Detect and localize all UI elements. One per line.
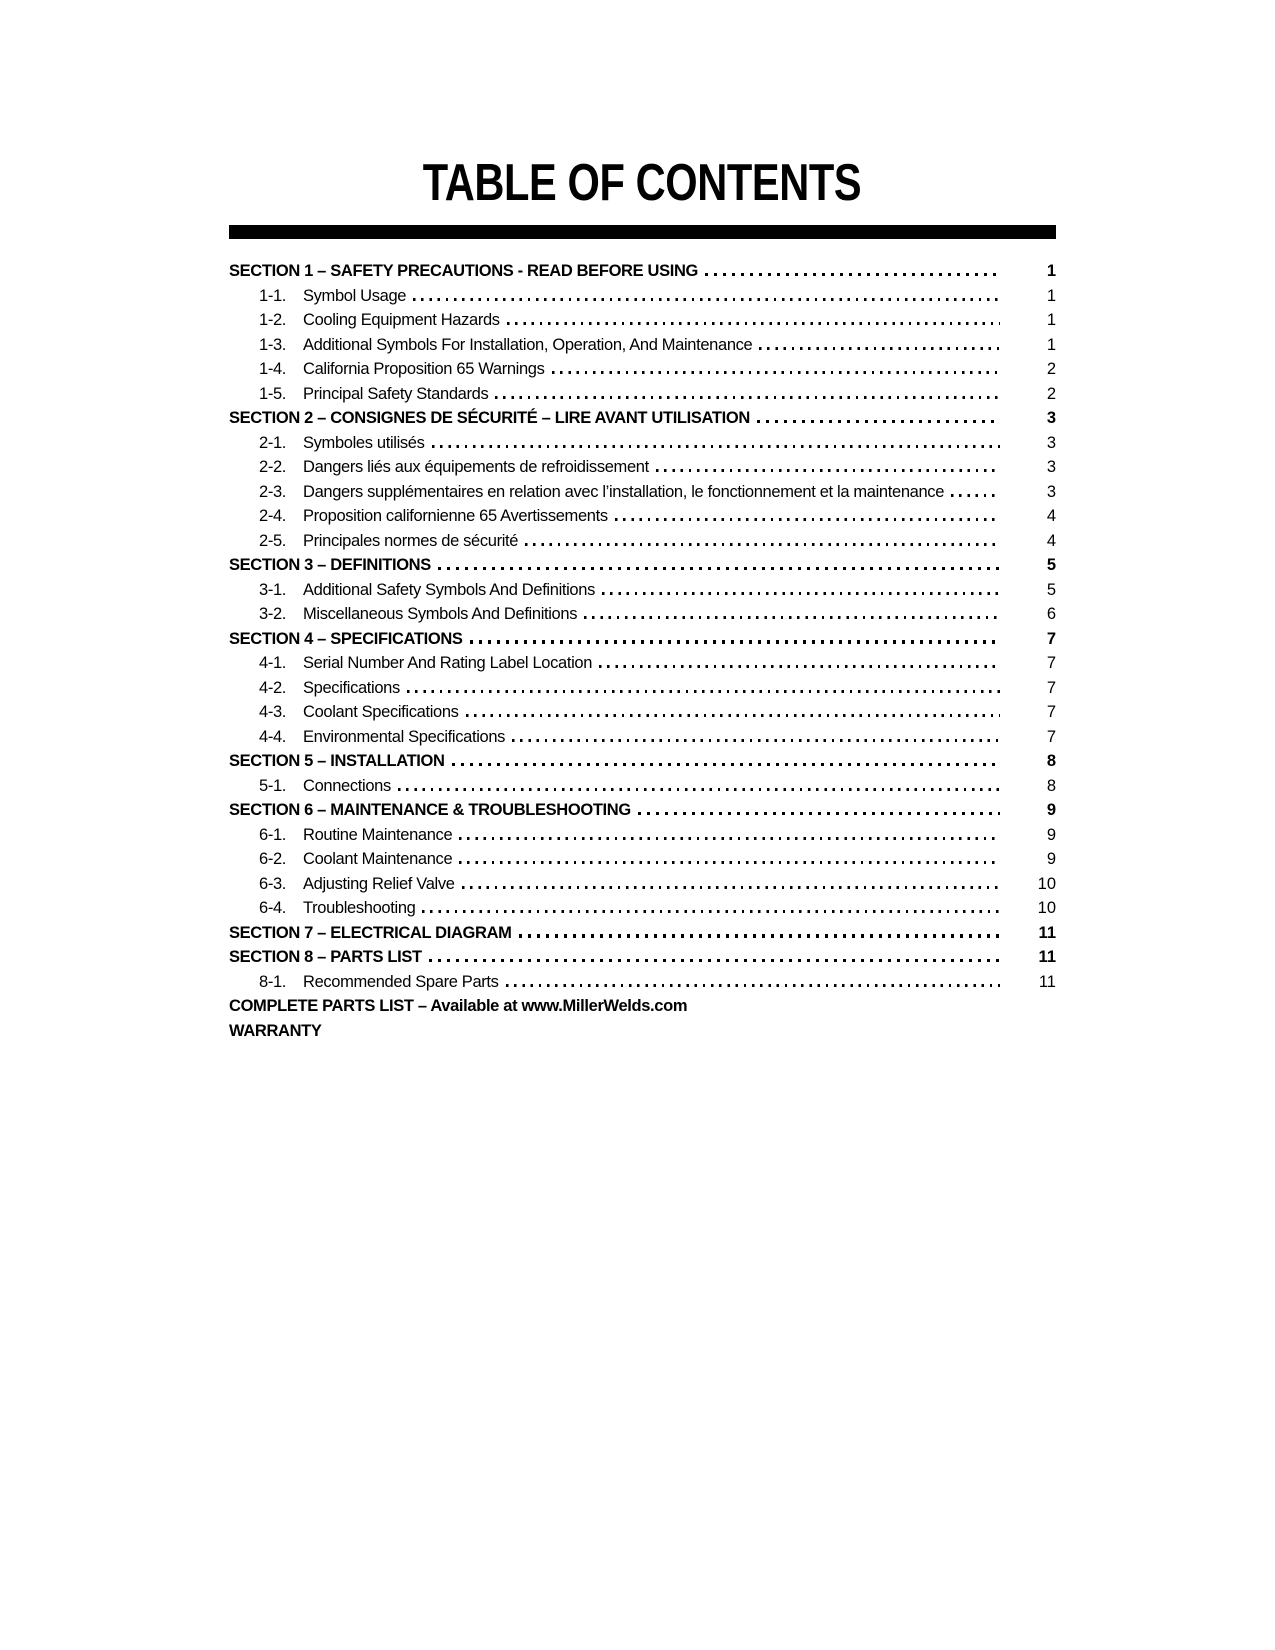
dot-leader bbox=[552, 371, 1000, 374]
toc-entry[interactable] bbox=[229, 945, 1056, 970]
toc-entry[interactable] bbox=[229, 970, 1056, 995]
dot-leader bbox=[438, 567, 1000, 570]
dot-leader bbox=[757, 420, 1000, 423]
entry-page: 5 bbox=[1046, 580, 1056, 599]
entry-page: 10 bbox=[1037, 874, 1056, 893]
entry-page: 11 bbox=[1038, 948, 1056, 966]
entry-number: 4-4. bbox=[259, 727, 287, 746]
entry-label: SECTION 6 – MAINTENANCE & TROUBLESHOOTING bbox=[229, 801, 631, 819]
entry-number: 2-5. bbox=[259, 531, 287, 550]
dot-leader bbox=[398, 788, 1000, 791]
dot-leader bbox=[459, 861, 1000, 864]
dot-leader bbox=[407, 690, 1000, 693]
toc-entry[interactable] bbox=[229, 798, 1056, 823]
entry-label: Routine Maintenance bbox=[303, 825, 453, 844]
entry-label: Principales normes de sécurité bbox=[303, 531, 519, 550]
toc-entry[interactable] bbox=[229, 480, 1056, 505]
entry-number: 6-1. bbox=[259, 825, 287, 844]
toc-entry[interactable] bbox=[229, 994, 1056, 1019]
page-title bbox=[229, 154, 1056, 212]
entry-page: 5 bbox=[1046, 556, 1056, 574]
toc-entry[interactable] bbox=[229, 1019, 1056, 1044]
entry-label: Symboles utilisés bbox=[303, 433, 425, 452]
toc-entry[interactable] bbox=[229, 602, 1056, 627]
toc-entry[interactable] bbox=[229, 627, 1056, 652]
dot-leader bbox=[506, 984, 1000, 987]
toc-entry[interactable] bbox=[229, 553, 1056, 578]
dot-leader bbox=[466, 714, 1000, 717]
entry-page: 2 bbox=[1046, 360, 1056, 378]
dot-leader bbox=[432, 445, 1000, 448]
entry-page: 4 bbox=[1046, 507, 1056, 525]
toc-entry[interactable] bbox=[229, 896, 1056, 921]
entry-label: Principal Safety Standards bbox=[303, 384, 489, 403]
entry-page: 1 bbox=[1046, 286, 1056, 305]
dot-leader bbox=[615, 518, 1000, 521]
entry-label: Coolant Specifications bbox=[303, 703, 459, 721]
entry-label: Additional Symbols For Installation, Operation, And Maintenance bbox=[303, 335, 753, 354]
toc-entry[interactable] bbox=[229, 431, 1056, 456]
entry-number: 2-2. bbox=[259, 458, 287, 476]
entry-label: Specifications bbox=[303, 678, 400, 697]
entry-number: 6-4. bbox=[259, 899, 287, 917]
toc-entry[interactable] bbox=[229, 504, 1056, 529]
entry-number: 8-1. bbox=[259, 972, 287, 991]
dot-leader bbox=[459, 837, 1000, 840]
page-title-text: TABLE OF CONTENTS bbox=[423, 154, 862, 212]
dot-leader bbox=[462, 886, 1000, 889]
toc-entry[interactable] bbox=[229, 921, 1056, 946]
entry-number: 1-5. bbox=[259, 384, 287, 403]
entry-label: SECTION 7 – ELECTRICAL DIAGRAM bbox=[229, 923, 512, 942]
entry-number: 6-3. bbox=[259, 874, 287, 893]
toc-entry[interactable] bbox=[229, 308, 1056, 333]
entry-number: 1-4. bbox=[259, 360, 287, 378]
entry-page: 3 bbox=[1046, 433, 1056, 452]
toc-entry[interactable] bbox=[229, 529, 1056, 554]
entry-page: 2 bbox=[1046, 384, 1056, 403]
entry-label: SECTION 2 – CONSIGNES DE SÉCURITÉ – LIRE AVANT UTILISATION bbox=[229, 409, 750, 427]
toc-entry[interactable] bbox=[229, 749, 1056, 774]
toc-entry[interactable] bbox=[229, 823, 1056, 848]
entry-label: Troubleshooting bbox=[303, 899, 416, 917]
dot-leader bbox=[429, 959, 1000, 962]
entry-number: 2-4. bbox=[259, 507, 287, 525]
toc-entry[interactable] bbox=[229, 455, 1056, 480]
entry-label: SECTION 4 – SPECIFICATIONS bbox=[229, 629, 463, 648]
entry-label: SECTION 1 – SAFETY PRECAUTIONS - READ BEFORE USING bbox=[229, 262, 699, 280]
toc-entry[interactable] bbox=[229, 847, 1056, 872]
toc-entry[interactable] bbox=[229, 578, 1056, 603]
dot-leader bbox=[638, 812, 1000, 815]
entry-page: 3 bbox=[1046, 458, 1056, 476]
entry-label: Proposition californienne 65 Avertissements bbox=[303, 507, 608, 525]
entry-label: Coolant Maintenance bbox=[303, 850, 453, 868]
entry-label: Dangers liés aux équipements de refroidissement bbox=[303, 458, 649, 476]
dot-leader bbox=[525, 543, 1000, 546]
dot-leader bbox=[507, 322, 1000, 325]
dot-leader bbox=[519, 934, 1000, 937]
dot-leader bbox=[495, 396, 1000, 399]
toc-entry[interactable] bbox=[229, 406, 1056, 431]
dot-leader bbox=[951, 494, 1000, 497]
entry-number: 1-1. bbox=[259, 286, 287, 305]
dot-leader bbox=[705, 273, 1000, 276]
dot-leader bbox=[452, 763, 1000, 766]
dot-leader bbox=[602, 592, 1000, 595]
entry-label: Cooling Equipment Hazards bbox=[303, 311, 500, 329]
entry-page: 9 bbox=[1046, 825, 1056, 844]
entry-page: 1 bbox=[1046, 262, 1056, 280]
toc-entry[interactable] bbox=[229, 774, 1056, 799]
entry-page: 11 bbox=[1038, 972, 1056, 991]
entry-label: Serial Number And Rating Label Location bbox=[303, 654, 593, 672]
entry-number: 4-1. bbox=[259, 654, 287, 672]
entry-label: Recommended Spare Parts bbox=[303, 972, 499, 991]
entry-page: 1 bbox=[1046, 335, 1056, 354]
entry-page: 4 bbox=[1046, 531, 1056, 550]
toc-entry[interactable] bbox=[229, 259, 1056, 284]
entry-page: 7 bbox=[1046, 678, 1056, 697]
dot-leader bbox=[512, 739, 1000, 742]
entry-page: 9 bbox=[1046, 801, 1056, 819]
entry-number: 1-2. bbox=[259, 311, 287, 329]
toc-entry[interactable] bbox=[229, 382, 1056, 407]
entry-number: 2-1. bbox=[259, 433, 287, 452]
entry-number: 3-2. bbox=[259, 605, 287, 623]
entry-label: Connections bbox=[303, 776, 391, 795]
dot-leader bbox=[599, 665, 1000, 668]
toc-entry[interactable] bbox=[229, 651, 1056, 676]
entry-label: California Proposition 65 Warnings bbox=[303, 360, 545, 378]
entry-page: 9 bbox=[1046, 850, 1056, 868]
entry-label: SECTION 5 – INSTALLATION bbox=[229, 752, 445, 770]
entry-page: 10 bbox=[1037, 899, 1056, 917]
toc-entry[interactable] bbox=[229, 872, 1056, 897]
entry-number: 3-1. bbox=[259, 580, 287, 599]
entry-label: WARRANTY bbox=[229, 1021, 322, 1040]
entry-number: 2-3. bbox=[259, 482, 287, 501]
entry-label: Adjusting Relief Valve bbox=[303, 874, 455, 893]
dot-leader bbox=[656, 469, 1000, 472]
dot-leader bbox=[584, 616, 1000, 619]
entry-label: Additional Safety Symbols And Definitions bbox=[303, 580, 595, 599]
entry-page: 8 bbox=[1046, 776, 1056, 795]
toc-entry[interactable] bbox=[229, 700, 1056, 725]
entry-label: Environmental Specifications bbox=[303, 727, 506, 746]
toc-entry[interactable] bbox=[229, 333, 1056, 358]
dot-leader bbox=[413, 298, 1000, 301]
toc-entry[interactable] bbox=[229, 284, 1056, 309]
entry-page: 3 bbox=[1046, 409, 1056, 427]
toc-entry[interactable] bbox=[229, 357, 1056, 382]
entry-page: 1 bbox=[1046, 311, 1056, 329]
entry-page: 6 bbox=[1046, 605, 1056, 623]
entry-label: SECTION 8 – PARTS LIST bbox=[229, 948, 422, 966]
dot-leader bbox=[422, 910, 1000, 913]
entry-label: Symbol Usage bbox=[303, 286, 407, 305]
dot-leader bbox=[759, 347, 1000, 350]
entry-page: 7 bbox=[1046, 703, 1056, 721]
toc-entry[interactable] bbox=[229, 725, 1056, 750]
entry-number: 4-3. bbox=[259, 703, 287, 721]
entry-number: 6-2. bbox=[259, 850, 287, 868]
title-rule bbox=[229, 225, 1056, 239]
dot-leader bbox=[470, 640, 1000, 643]
entry-page: 7 bbox=[1046, 654, 1056, 672]
entry-label: Miscellaneous Symbols And Definitions bbox=[303, 605, 578, 623]
entry-page: 11 bbox=[1038, 923, 1056, 942]
entry-label: SECTION 3 – DEFINITIONS bbox=[229, 556, 431, 574]
toc-list bbox=[229, 259, 1056, 1043]
toc-entry[interactable] bbox=[229, 676, 1056, 701]
entry-page: 7 bbox=[1046, 727, 1056, 746]
entry-number: 5-1. bbox=[259, 776, 287, 795]
entry-page: 8 bbox=[1046, 752, 1056, 770]
entry-label: Dangers supplémentaires en relation avec l’installation, le fonctionnement et la maintenance bbox=[303, 482, 945, 501]
entry-label: COMPLETE PARTS LIST – Available at www.MillerWelds.com bbox=[229, 997, 688, 1015]
entry-page: 7 bbox=[1046, 629, 1056, 648]
entry-number: 1-3. bbox=[259, 335, 287, 354]
entry-page: 3 bbox=[1046, 482, 1056, 501]
entry-number: 4-2. bbox=[259, 678, 287, 697]
